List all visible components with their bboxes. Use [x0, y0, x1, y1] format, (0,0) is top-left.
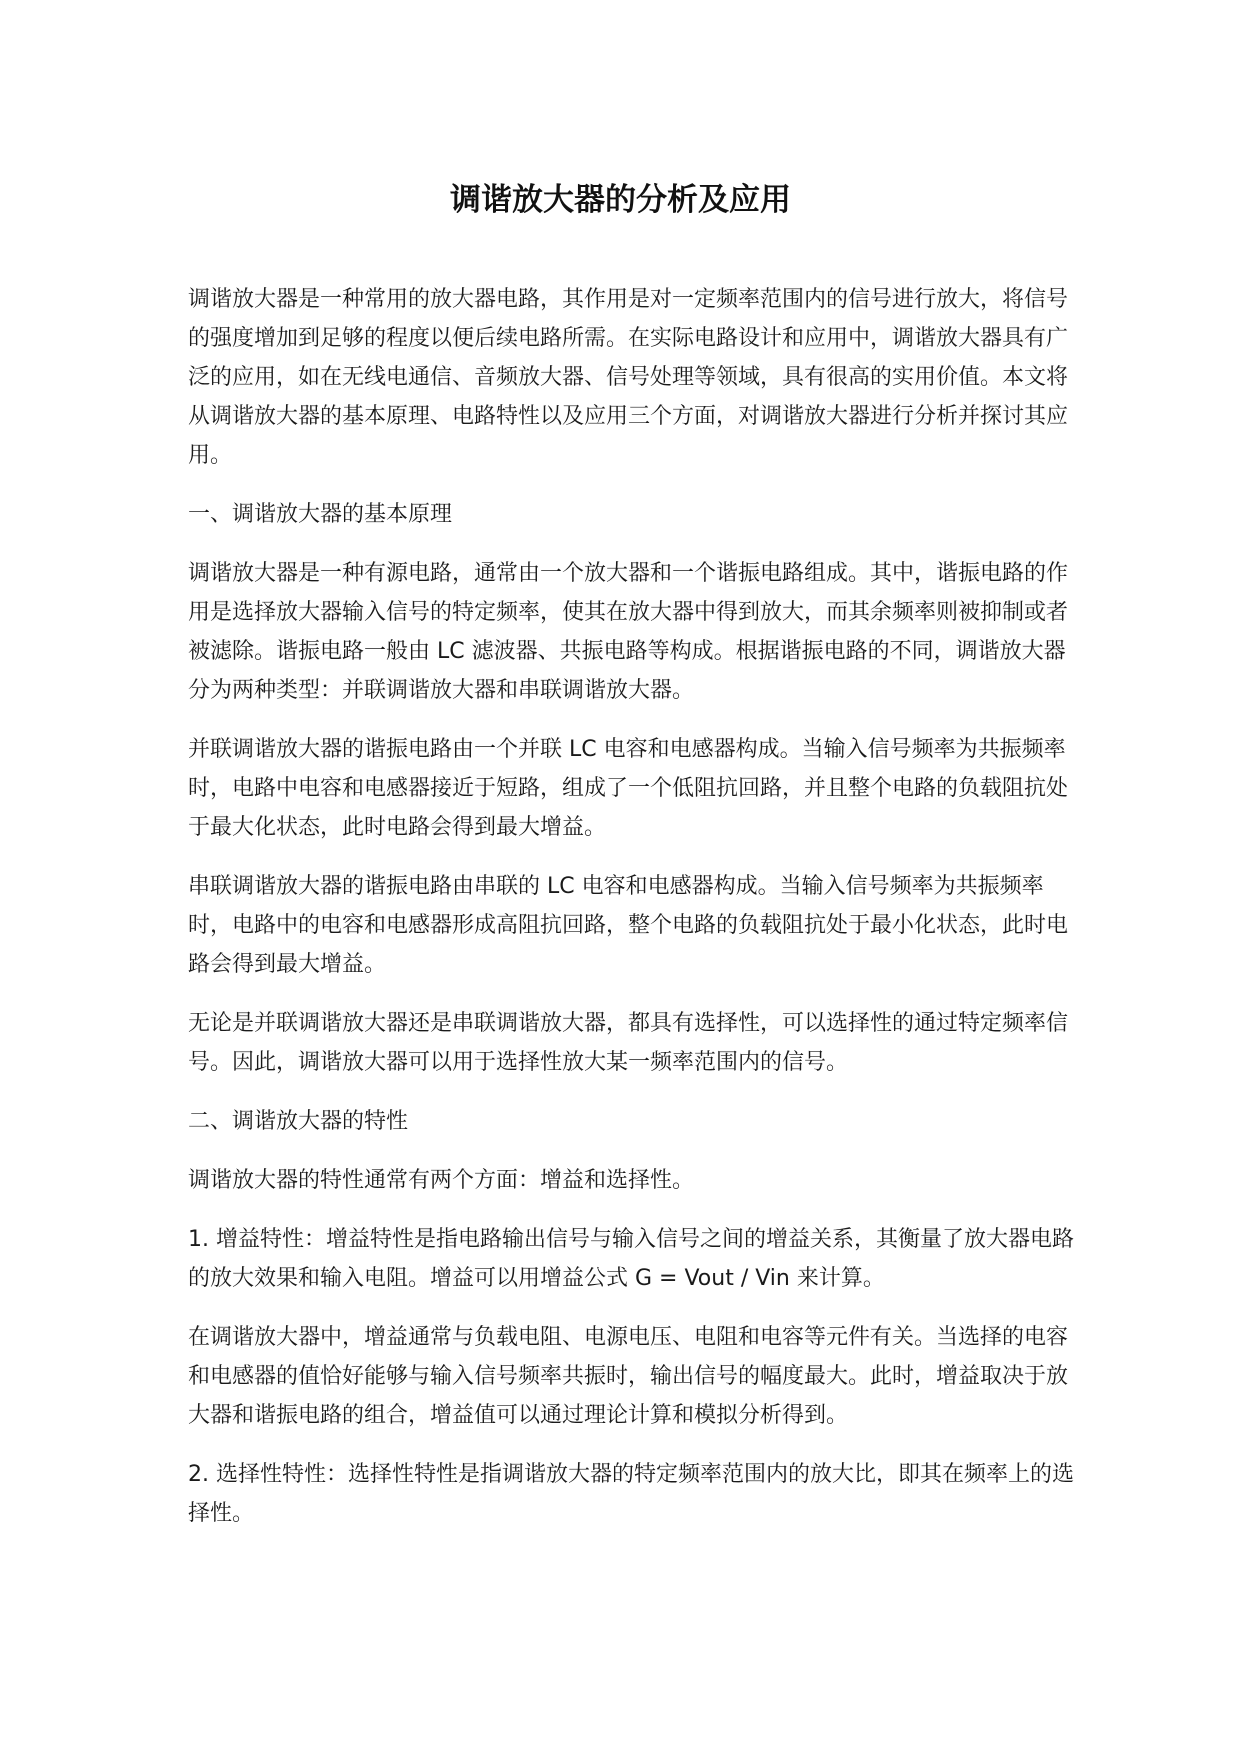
- document-body: [188, 280, 1078, 1553]
- paragraph-selectivity-summary: 无论是并联调谐放大器还是串联调谐放大器，都具有选择性，可以选择性的通过特定频率信号。因此，调谐放大器可以用于选择性放大某一频率范围内的信号。: [188, 1011, 1069, 1075]
- paragraph-intro: 调谐放大器是一种常用的放大器电路，其作用是对一定频率范围内的信号进行放大，将信号的强度增加到足够的程度以便后续电路所需。在实际电路设计和应用中，调谐放大器具有广泛的应用，如在无线电通信、音频放大器、信号处理等领域，具有很高的实用价值。本文将从调谐放大器的基本原理、电路特性以及应用三个方面，对调谐放大器进行分析并探讨其应用。: [188, 287, 1069, 468]
- paragraph-principle: 调谐放大器是一种有源电路，通常由一个放大器和一个谐振电路组成。其中，谐振电路的作用是选择放大器输入信号的特定频率，使其在放大器中得到放大，而其余频率则被抑制或者被滤除。谐振电路一般由 LC 滤波器、共振电路等构成。根据谐振电路的不同，调谐放大器分为两种类型：并联调谐放大器和串联调谐放大器。: [188, 561, 1069, 703]
- paragraph-selectivity: 2. 选择性特性：选择性特性是指调谐放大器的特定频率范围内的放大比，即其在频率上的选择性。: [188, 1462, 1074, 1526]
- paragraph-series: 串联调谐放大器的谐振电路由串联的 LC 电容和电感器构成。当输入信号频率为共振频率时，电路中的电容和电感器形成高阻抗回路，整个电路的负载阻抗处于最小化状态，此时电路会得到最大增益。: [188, 874, 1069, 977]
- document-title: 调谐放大器的分析及应用: [450, 182, 791, 218]
- paragraph-gain: 1. 增益特性：增益特性是指电路输出信号与输入信号之间的增益关系，其衡量了放大器电路的放大效果和输入电阻。增益可以用增益公式 G = Vout / Vin 来计算。: [188, 1227, 1074, 1291]
- section-heading-characteristics: 二、调谐放大器的特性: [188, 1109, 409, 1134]
- section-heading-principle: 一、调谐放大器的基本原理: [188, 502, 453, 527]
- paragraph-characteristics-intro: 调谐放大器的特性通常有两个方面：增益和选择性。: [188, 1168, 695, 1193]
- paragraph-gain-detail: 在调谐放大器中，增益通常与负载电阻、电源电压、电阻和电容等元件有关。当选择的电容和电感器的值恰好能够与输入信号频率共振时，输出信号的幅度最大。此时，增益取决于放大器和谐振电路的组合，增益值可以通过理论计算和模拟分析得到。: [188, 1325, 1069, 1428]
- paragraph-parallel: 并联调谐放大器的谐振电路由一个并联 LC 电容和电感器构成。当输入信号频率为共振频率时，电路中电容和电感器接近于短路，组成了一个低阻抗回路，并且整个电路的负载阻抗处于最大化状态，此时电路会得到最大增益。: [188, 737, 1069, 840]
